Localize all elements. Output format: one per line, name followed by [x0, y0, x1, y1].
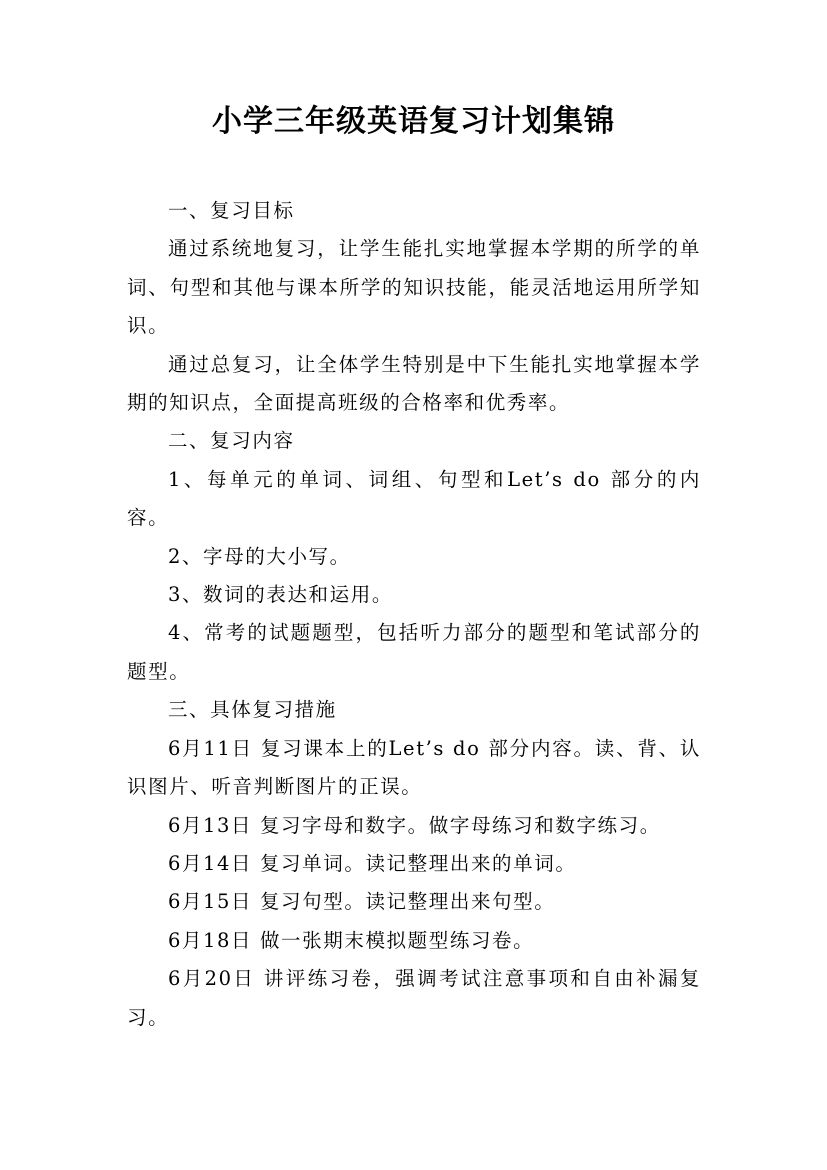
content-item-1: 1、每单元的单词、词组、句型和Let’s do 部分的内容。: [127, 467, 701, 530]
document-body: [127, 192, 701, 1037]
content-item-3: 3、数词的表达和运用。: [167, 583, 393, 607]
paragraph-goal-2: 通过总复习，让全体学生特别是中下生能扎实地掌握本学期的知识点，全面提高班级的合格率和优秀率。: [127, 352, 701, 415]
paragraph-goal-1: 通过系统地复习，让学生能扎实地掌握本学期的所学的单词、句型和其他与课本所学的知识技能，能灵活地运用所学知识。: [127, 237, 701, 338]
section-heading-measures: 三、具体复习措施: [167, 698, 337, 722]
section-heading-content: 二、复习内容: [167, 429, 295, 453]
content-item-2: 2、字母的大小写。: [167, 544, 351, 568]
schedule-item-june-14: 6月14日 复习单词。读记整理出来的单词。: [167, 851, 577, 875]
section-heading-goals: 一、复习目标: [167, 199, 295, 222]
schedule-item-june-11: 6月11日 复习课本上的Let’s do 部分内容。读、背、认识图片、听音判断图片的正误。: [127, 736, 701, 799]
document-title: 小学三年级英语复习计划集锦: [212, 104, 615, 139]
schedule-item-june-15: 6月15日 复习句型。读记整理出来句型。: [167, 890, 556, 914]
content-item-4: 4、常考的试题题型，包括听力部分的题型和笔试部分的题型。: [127, 621, 701, 683]
schedule-item-june-13: 6月13日 复习字母和数字。做字母练习和数字练习。: [167, 813, 661, 837]
schedule-item-june-20: 6月20日 讲评练习卷，强调考试注意事项和自由补漏复习。: [127, 967, 701, 1029]
schedule-item-june-18: 6月18日 做一张期末模拟题型练习卷。: [167, 928, 535, 952]
